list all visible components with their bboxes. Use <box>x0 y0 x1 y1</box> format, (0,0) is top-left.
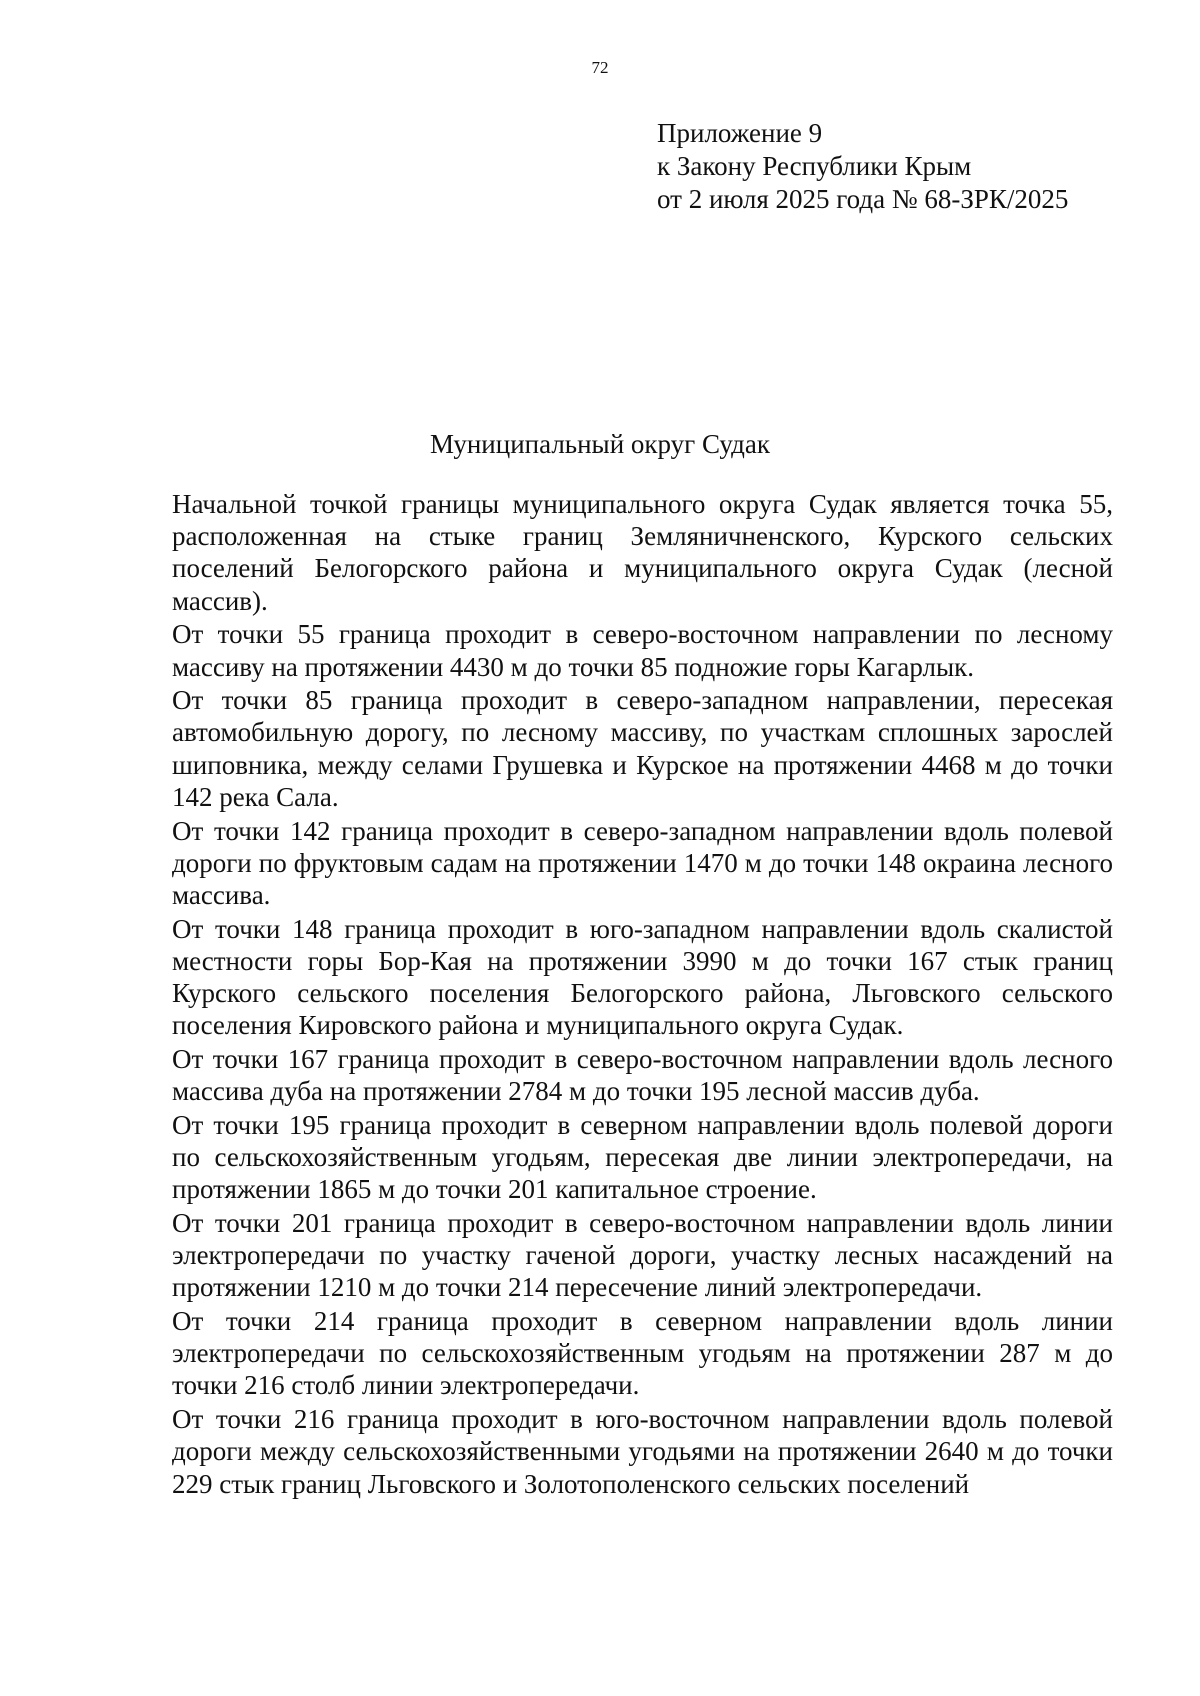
paragraph-9: От точки 214 граница проходит в северном направлении вдоль линии электропередачи по сельскохозяйственным угодьям на протяжении 287 м до точки 216 столб линии электропередачи. <box>172 1306 1113 1401</box>
paragraph-3: От точки 85 граница проходит в северо-западном направлении, пересекая автомобильную дорогу, по лесному массиву, по участкам сплошных зарослей шиповника, между селами Грушевка и Курское на протяжении 4468 м до точки 142 река Сала. <box>172 685 1113 812</box>
paragraph-2: От точки 55 граница проходит в северо-восточном направлении по лесному массиву на протяжении 4430 м до точки 85 подножие горы Кагарлык. <box>172 619 1113 682</box>
paragraph-4: От точки 142 граница проходит в северо-западном направлении вдоль полевой дороги по фруктовым садам на протяжении 1470 м до точки 148 окраина лесного массива. <box>172 815 1113 910</box>
annex-line-1: Приложение 9 <box>657 118 823 148</box>
annex-header <box>657 117 1068 216</box>
annex-line-2: к Закону Республики Крым <box>657 151 972 181</box>
paragraph-5: От точки 148 граница проходит в юго-западном направлении вдоль скалистой местности горы Бор-Кая на протяжении 3990 м до точки 167 стык границ Курского сельского поселения Белогорского района, Льговского сельского поселения Кировского района и муниципального округа Судак. <box>172 913 1113 1041</box>
document-body <box>172 488 1113 1501</box>
annex-line-3: от 2 июля 2025 года № 68-ЗРК/2025 <box>657 184 1069 214</box>
paragraph-10: От точки 216 граница проходит в юго-восточном направлении вдоль полевой дороги между сельскохозяйственными угодьями на протяжении 2640 м до точки 229 стык границ Льговского и Золотополенского сельских поселений <box>172 1404 1113 1499</box>
page-number: 72 <box>591 58 609 77</box>
document-title: Муниципальный округ Судак <box>430 429 770 459</box>
paragraph-6: От точки 167 граница проходит в северо-восточном направлении вдоль лесного массива дуба на протяжении 2784 м до точки 195 лесной массив дуба. <box>172 1043 1113 1107</box>
paragraph-8: От точки 201 граница проходит в северо-восточном направлении вдоль линии электропередачи по участку гаченой дороги, участку лесных насаждений на протяжении 1210 м до точки 214 пересечение линий электропередачи. <box>172 1207 1113 1303</box>
paragraph-1: Начальной точкой границы муниципального округа Судак является точка 55, расположенная на стыке границ Земляничненского, Курского сельских поселений Белогорского района и муниципального округа Судак (лесной массив). <box>172 489 1113 616</box>
paragraph-7: От точки 195 граница проходит в северном направлении вдоль полевой дороги по сельскохозяйственным угодьям, пересекая две линии электропередачи, на протяжении 1865 м до точки 201 капитальное строение. <box>172 1109 1113 1205</box>
